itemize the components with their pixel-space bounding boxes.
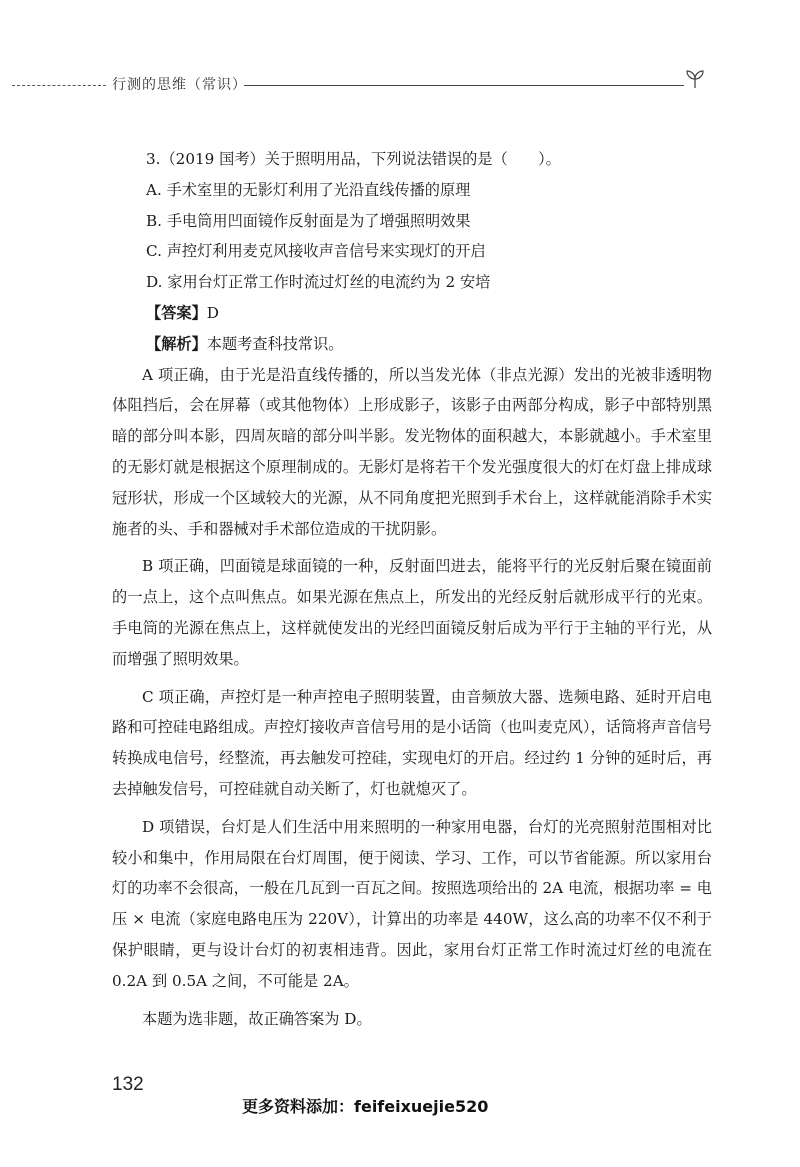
header-rule-right bbox=[244, 85, 684, 86]
answer-line bbox=[146, 298, 712, 329]
analysis-paragraph-d: D 项错误，台灯是人们生活中用来照明的一种家用电器，台灯的光亮照射范围相对比较小和集中，作用局限在台灯周围，便于阅读、学习、工作，可以节省能源。所以家用台灯的功率不会很高，一般在几瓦到一百瓦之间。按照选项给出的 2A 电流，根据功率 = 电压 × 电流（家庭电路电压为 220V），计算出的功率是 440W，这么高的功率不仅不利于保护眼睛，更与设计台灯的初衷相违背。因此，家用台灯正常工作时流过灯丝的电流在 0.2A 到 0.5A 之间，不可能是 2A。 bbox=[112, 817, 712, 990]
analysis-intro: 本题考查科技常识。 bbox=[206, 334, 344, 353]
answer-value: D bbox=[206, 303, 219, 322]
question-stem: 3.（2019 国考）关于照明用品，下列说法错误的是（ ）。 bbox=[146, 150, 561, 168]
answer-label: 【答案】 bbox=[146, 303, 207, 322]
analysis-paragraph-c: C 项正确，声控灯是一种声控电子照明装置，由音频放大器、选频电路、延时开启电路和可控硅电路组成。声控灯接收声音信号用的是小话筒（也叫麦克风），话筒将声音信号转换成电信号，经整流，再去触发可控硅，实现电灯的开启。经过约 1 分钟的延时后，再去掉触发信号，可控硅就自动关断了，灯也就熄灭了。 bbox=[112, 687, 712, 798]
analysis-label: 【解析】 bbox=[146, 334, 207, 353]
analysis-paragraph-b: B 项正确，凹面镜是球面镜的一种，反射面凹进去，能将平行的光反射后聚在镜面前的一点上，这个点叫焦点。如果光源在焦点上，所发出的光经反射后就形成平行的光束。手电筒的光源在焦点上，这样就使发出的光经凹面镜反射后成为平行于主轴的平行光，从而增强了照明效果。 bbox=[112, 557, 712, 668]
page-content bbox=[112, 144, 712, 1034]
footer-note: 更多资料添加：feifeixuejie520 bbox=[242, 1097, 489, 1116]
header-title: 行测的思维（常识） bbox=[112, 77, 247, 93]
header-rule-left bbox=[12, 85, 106, 86]
running-header bbox=[0, 68, 800, 98]
sprout-icon bbox=[684, 68, 706, 90]
analysis-line bbox=[146, 329, 712, 360]
analysis-conclusion: 本题为选非题，故正确答案为 D。 bbox=[142, 1009, 372, 1028]
analysis-paragraph-a: A 项正确，由于光是沿直线传播的，所以当发光体（非点光源）发出的光被非透明物体阻挡后，会在屏幕（或其他物体）上形成影子，该影子由两部分构成，影子中部特别黑暗的部分叫本影，四周灰暗的部分叫半影。发光物体的面积越大，本影就越小。手术室里的无影灯就是根据这个原理制成的。无影灯是将若干个发光强度很大的灯在灯盘上排成球冠形状，形成一个区域较大的光源，从不同角度把光照到手术台上，这样就能消除手术实施者的头、手和器械对手术部位造成的干扰阴影。 bbox=[112, 365, 712, 538]
option-d: D. 家用台灯正常工作时流过灯丝的电流约为 2 安培 bbox=[146, 273, 491, 292]
option-b: B. 手电筒用凹面镜作反射面是为了增强照明效果 bbox=[146, 211, 471, 230]
page-number: 132 bbox=[112, 1074, 144, 1095]
option-a: A. 手术室里的无影灯利用了光沿直线传播的原理 bbox=[146, 180, 471, 199]
option-c: C. 声控灯利用麦克风接收声音信号来实现灯的开启 bbox=[146, 242, 486, 261]
